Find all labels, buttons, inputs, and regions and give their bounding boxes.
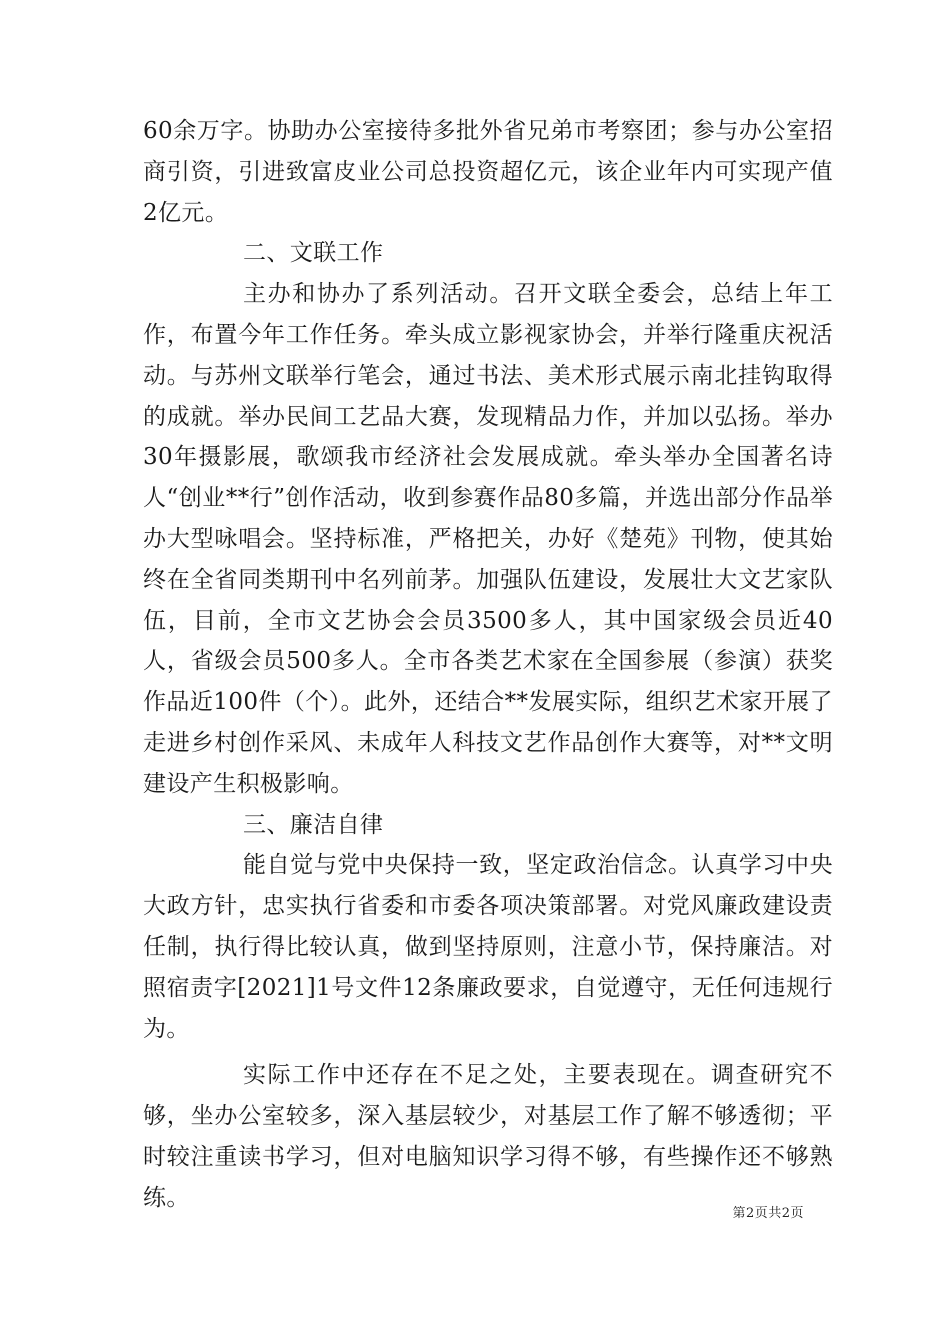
paragraph-shortcomings: 实际工作中还存在不足之处，主要表现在。调查研究不够，坐办公室较多，深入基层较少，对基层工作了解不够透彻；平时较注重读书学习，但对电脑知识学习得不够，有些操作还不够熟练。 xyxy=(143,1062,833,1211)
paragraph-lianjie-zilv: 能自觉与党中央保持一致，坚定政治信念。认真学习中央大政方针，忠实执行省委和市委各项决策部署。对党风廉政建设责任制，执行得比较认真，做到坚持原则，注意小节，保持廉洁。对照宿责字[2021]1号文件12条廉政要求，自觉遵守，无任何违规行为。 xyxy=(143,852,833,1042)
document-body xyxy=(143,111,833,1219)
paragraph-continuation: 60余万字。协助办公室接待多批外省兄弟市考察团；参与办公室招商引资，引进致富皮业公司总投资超亿元，该企业年内可实现产值2亿元。 xyxy=(143,118,833,226)
section-heading-wenlian: 二、文联工作 xyxy=(243,240,384,267)
page-number-footer: 第2页共2页 xyxy=(732,1206,804,1221)
paragraph-wenlian-work: 主办和协办了系列活动。召开文联全委会，总结上年工作，布置今年工作任务。牵头成立影视家协会，并举行隆重庆祝活动。与苏州文联举行笔会，通过书法、美术形式展示南北挂钩取得的成就。举办民间工艺品大赛，发现精品力作，并加以弘扬。举办30年摄影展，歌颂我市经济社会发展成就。牵头举办全国著名诗人“创业**行”创作活动，收到参赛作品80多篇，并选出部分作品举办大型咏唱会。坚持标准，严格把关，办好《楚苑》刊物，使其始终在全省同类期刊中名列前茅。加强队伍建设，发展壮大文艺家队伍，目前，全市文艺协会会员3500多人，其中国家级会员近40人，省级会员500多人。全市各类艺术家在全国参展（参演）获奖作品近100件（个）。此外，还结合**发展实际，组织艺术家开展了走进乡村创作采风、未成年人科技文艺作品创作大赛等，对**文明建设产生积极影响。 xyxy=(143,281,833,797)
section-heading-lianjie: 三、廉洁自律 xyxy=(243,811,384,838)
